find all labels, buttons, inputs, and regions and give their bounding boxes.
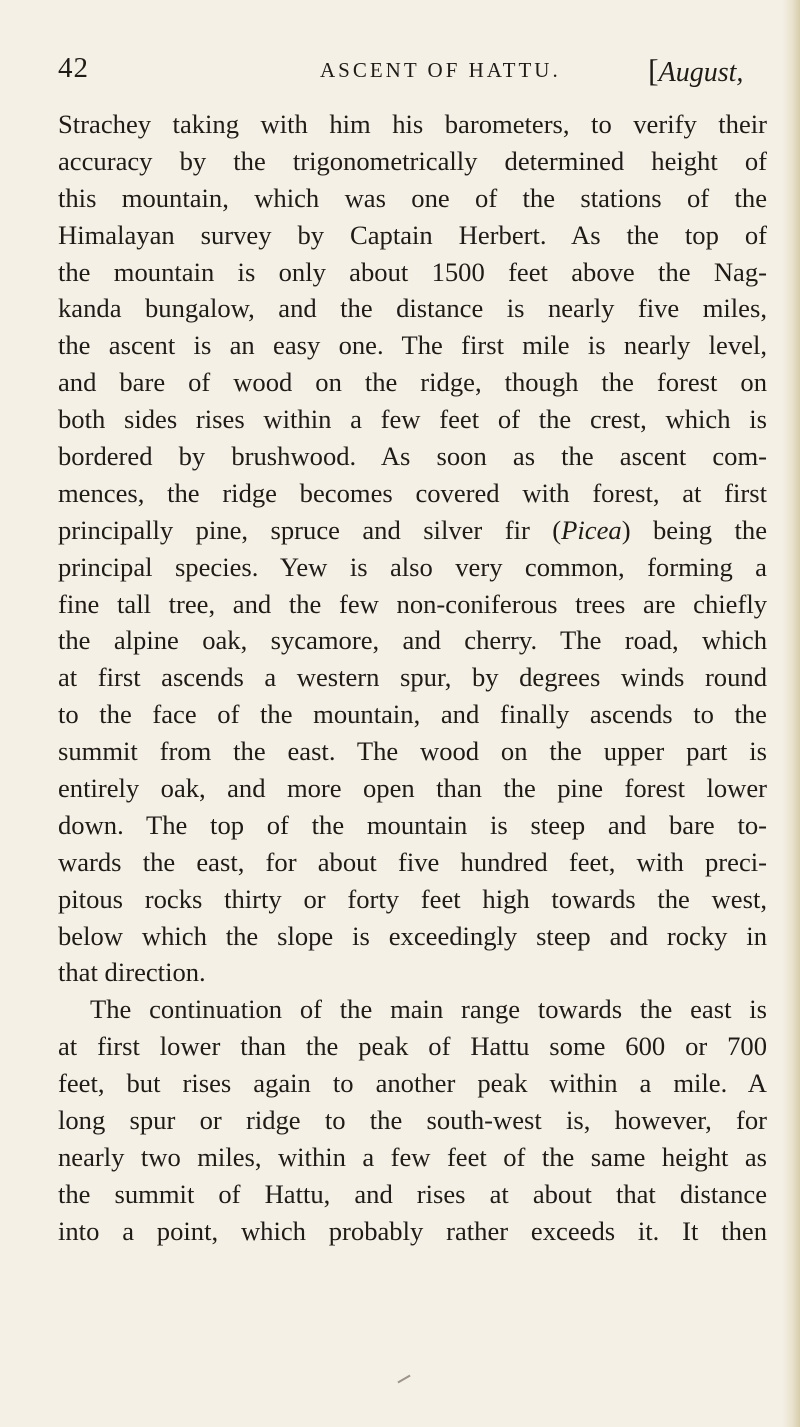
text-line: at first ascends a western spur, by degrees winds round <box>58 662 767 693</box>
species-name-italic: Picea <box>561 514 622 545</box>
text-line: this mountain, which was one of the stations of the <box>58 182 767 213</box>
text-segment: principally pine, spruce and silver fir ( <box>58 514 562 545</box>
text-line-with-italic <box>58 512 767 549</box>
text-line: the alpine oak, sycamore, and cherry. The road, which <box>58 625 767 656</box>
text-line: down. The top of the mountain is steep and bare to- <box>58 809 767 840</box>
text-line: Himalayan survey by Captain Herbert. As the top of <box>58 219 767 250</box>
page-number: 42 <box>58 52 89 84</box>
text-line: fine tall tree, and the few non-coniferous trees are chiefly <box>58 588 767 619</box>
text-line: the summit of Hattu, and rises at about that distance <box>58 1178 767 1209</box>
text-line: Strachey taking with him his barometers, to verify their <box>58 109 767 139</box>
text-line: the mountain is only about 1500 feet above the Nag- <box>58 256 767 287</box>
text-line: long spur or ridge to the south-west is, however, for <box>58 1105 767 1136</box>
section-label: August, <box>658 57 744 88</box>
text-line: accuracy by the trigonometrically determined height of <box>58 145 767 176</box>
text-line: mences, the ridge becomes covered with forest, at first <box>58 477 767 508</box>
text-line: pitous rocks thirty or forty feet high towards the west, <box>58 883 767 914</box>
text-line: kanda bungalow, and the distance is nearly five miles, <box>58 293 767 324</box>
text-line: below which the slope is exceedingly steep and rocky in <box>58 920 767 951</box>
text-line: to the face of the mountain, and finally ascends to the <box>58 699 767 730</box>
text-line: and bare of wood on the ridge, though the forest on <box>58 367 767 398</box>
text-line: nearly two miles, within a few feet of the same height as <box>58 1141 767 1172</box>
text-line: entirely oak, and more open than the pine forest lower <box>58 773 767 804</box>
section-bracket: [ <box>648 52 659 88</box>
text-line: at first lower than the peak of Hattu some 600 or 700 <box>58 1031 767 1062</box>
running-header <box>58 52 768 102</box>
body-text <box>58 106 767 1250</box>
paragraph-start-line: The continuation of the main range towards the east is <box>90 994 767 1025</box>
text-line: into a point, which probably rather exceeds it. It then <box>58 1215 767 1246</box>
running-title: ASCENT OF HATTU. <box>320 58 561 82</box>
ink-mark <box>397 1375 410 1384</box>
paragraph-end-line: that direction. <box>58 957 206 988</box>
text-line: principal species. Yew is also very common, forming a <box>58 551 767 582</box>
section-reference <box>648 52 743 89</box>
text-line: bordered by brushwood. As soon as the ascent com- <box>58 441 767 472</box>
page-edge-shadow <box>782 0 800 1427</box>
text-line: both sides rises within a few feet of the crest, which is <box>58 404 767 435</box>
text-line: the ascent is an easy one. The first mile is nearly level, <box>58 330 767 361</box>
text-segment: ) being the <box>621 514 767 545</box>
text-line: feet, but rises again to another peak within a mile. A <box>58 1068 767 1099</box>
text-line: summit from the east. The wood on the upper part is <box>58 736 767 767</box>
text-line: wards the east, for about five hundred feet, with preci- <box>58 846 767 877</box>
